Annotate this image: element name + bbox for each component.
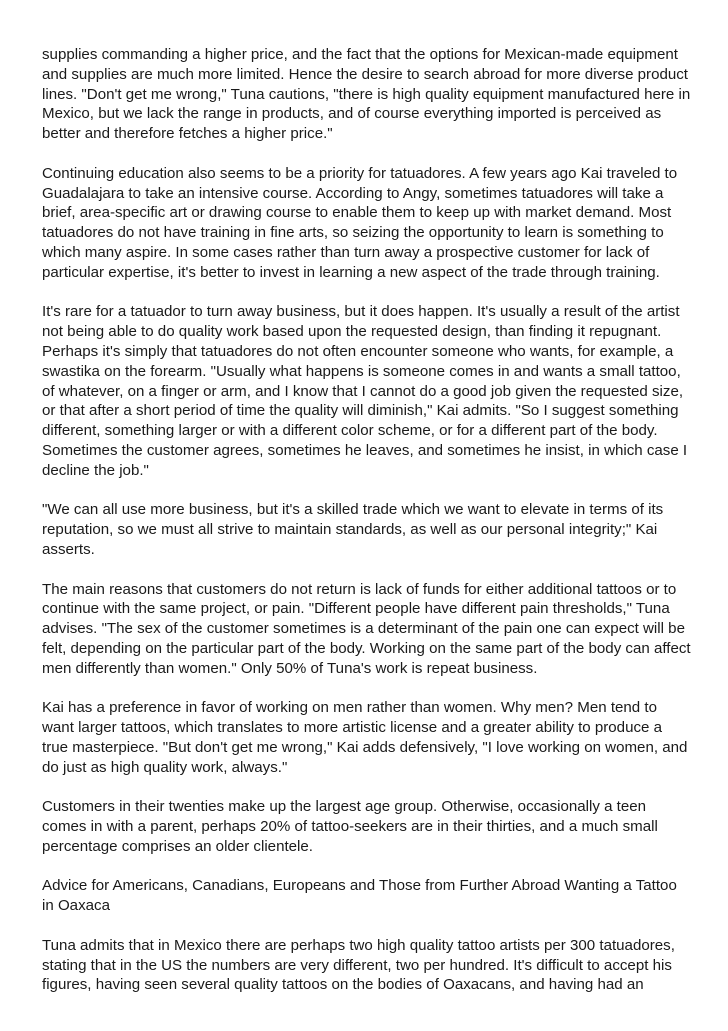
section-heading-advice: Advice for Americans, Canadians, Europeans and Those from Further Abroad Wanting a Tattoo in Oaxaca	[42, 877, 677, 915]
paragraph-turning-away-business: It's rare for a tatuador to turn away business, but it does happen. It's usually a result of the artist not being able to do quality work based upon the requested design, than finding it repugnant. Perhaps it's simply that tatuadores do not often encounter someone who wants, for example, a swastika on the forearm. "Usually what happens is someone comes in and wants a small tattoo, of whatever, on a finger or arm, and I know that I cannot do a good job given the requested size, or that after a short period of time the quality will diminish," Kai admits. "So I suggest something different, something larger or with a different color scheme, or for a different part of the body. Sometimes the customer agrees, sometimes he leaves, and sometimes he insist, in which case I decline the job."	[42, 303, 688, 479]
paragraph-kai-quote: "We can all use more business, but it's a skilled trade which we want to elevate in terms of its reputation, so we must all strive to maintain standards, as well as our personal integrity;" Kai asserts.	[42, 501, 664, 558]
paragraph-equipment-prices: supplies commanding a higher price, and the fact that the options for Mexican-made equipment and supplies are much more limited. Hence the desire to search abroad for more diverse product lines. "Don't get me wrong," Tuna cautions, "there is high quality equipment manufactured here in Mexico, but we lack the range in products, and of course everything imported is perceived as better and therefore fetches a higher price."	[42, 46, 691, 143]
paragraph-customer-return: The main reasons that customers do not return is lack of funds for either additional tattoos or to continue with the same project, or pain. "Different people have different pain thresholds," Tuna advises. "The sex of the customer sometimes is a determinant of the pain one can expect will be felt, depending on the particular part of the body. Working on the same part of the body can affect men differently than women." Only 50% of Tuna's work is repeat business.	[42, 580, 691, 677]
document-body	[42, 45, 692, 1015]
paragraph-age-groups: Customers in their twenties make up the largest age group. Otherwise, occasionally a teen comes in with a parent, perhaps 20% of tattoo-seekers are in their thirties, and a much small percentage comprises an older clientele.	[42, 798, 658, 855]
paragraph-quality-artists: Tuna admits that in Mexico there are perhaps two high quality tattoo artists per 300 tatuadores, stating that in the US the numbers are very different, two per hundred. It's difficult to accept his figures, having seen several quality tattoos on the bodies of Oaxacans, and having had an	[42, 936, 675, 994]
paragraph-continuing-education: Continuing education also seems to be a priority for tatuadores. A few years ago Kai traveled to Guadalajara to take an intensive course. According to Angy, sometimes tatuadores will take a brief, area-specific art or drawing course to enable them to keep up with market demand. Most tatuadores do not have training in fine arts, so seizing the opportunity to learn is something to which many aspire. In some cases rather than turn away a prospective customer for lack of particular expertise, it's better to invest in learning a new aspect of the trade through training.	[42, 164, 678, 281]
paragraph-kai-preference: Kai has a preference in favor of working on men rather than women. Why men? Men tend to want larger tattoos, which translates to more artistic license and a greater ability to produce a true masterpiece. "But don't get me wrong," Kai adds defensively, "I love working on women, and do just as high quality work, always."	[42, 699, 688, 776]
